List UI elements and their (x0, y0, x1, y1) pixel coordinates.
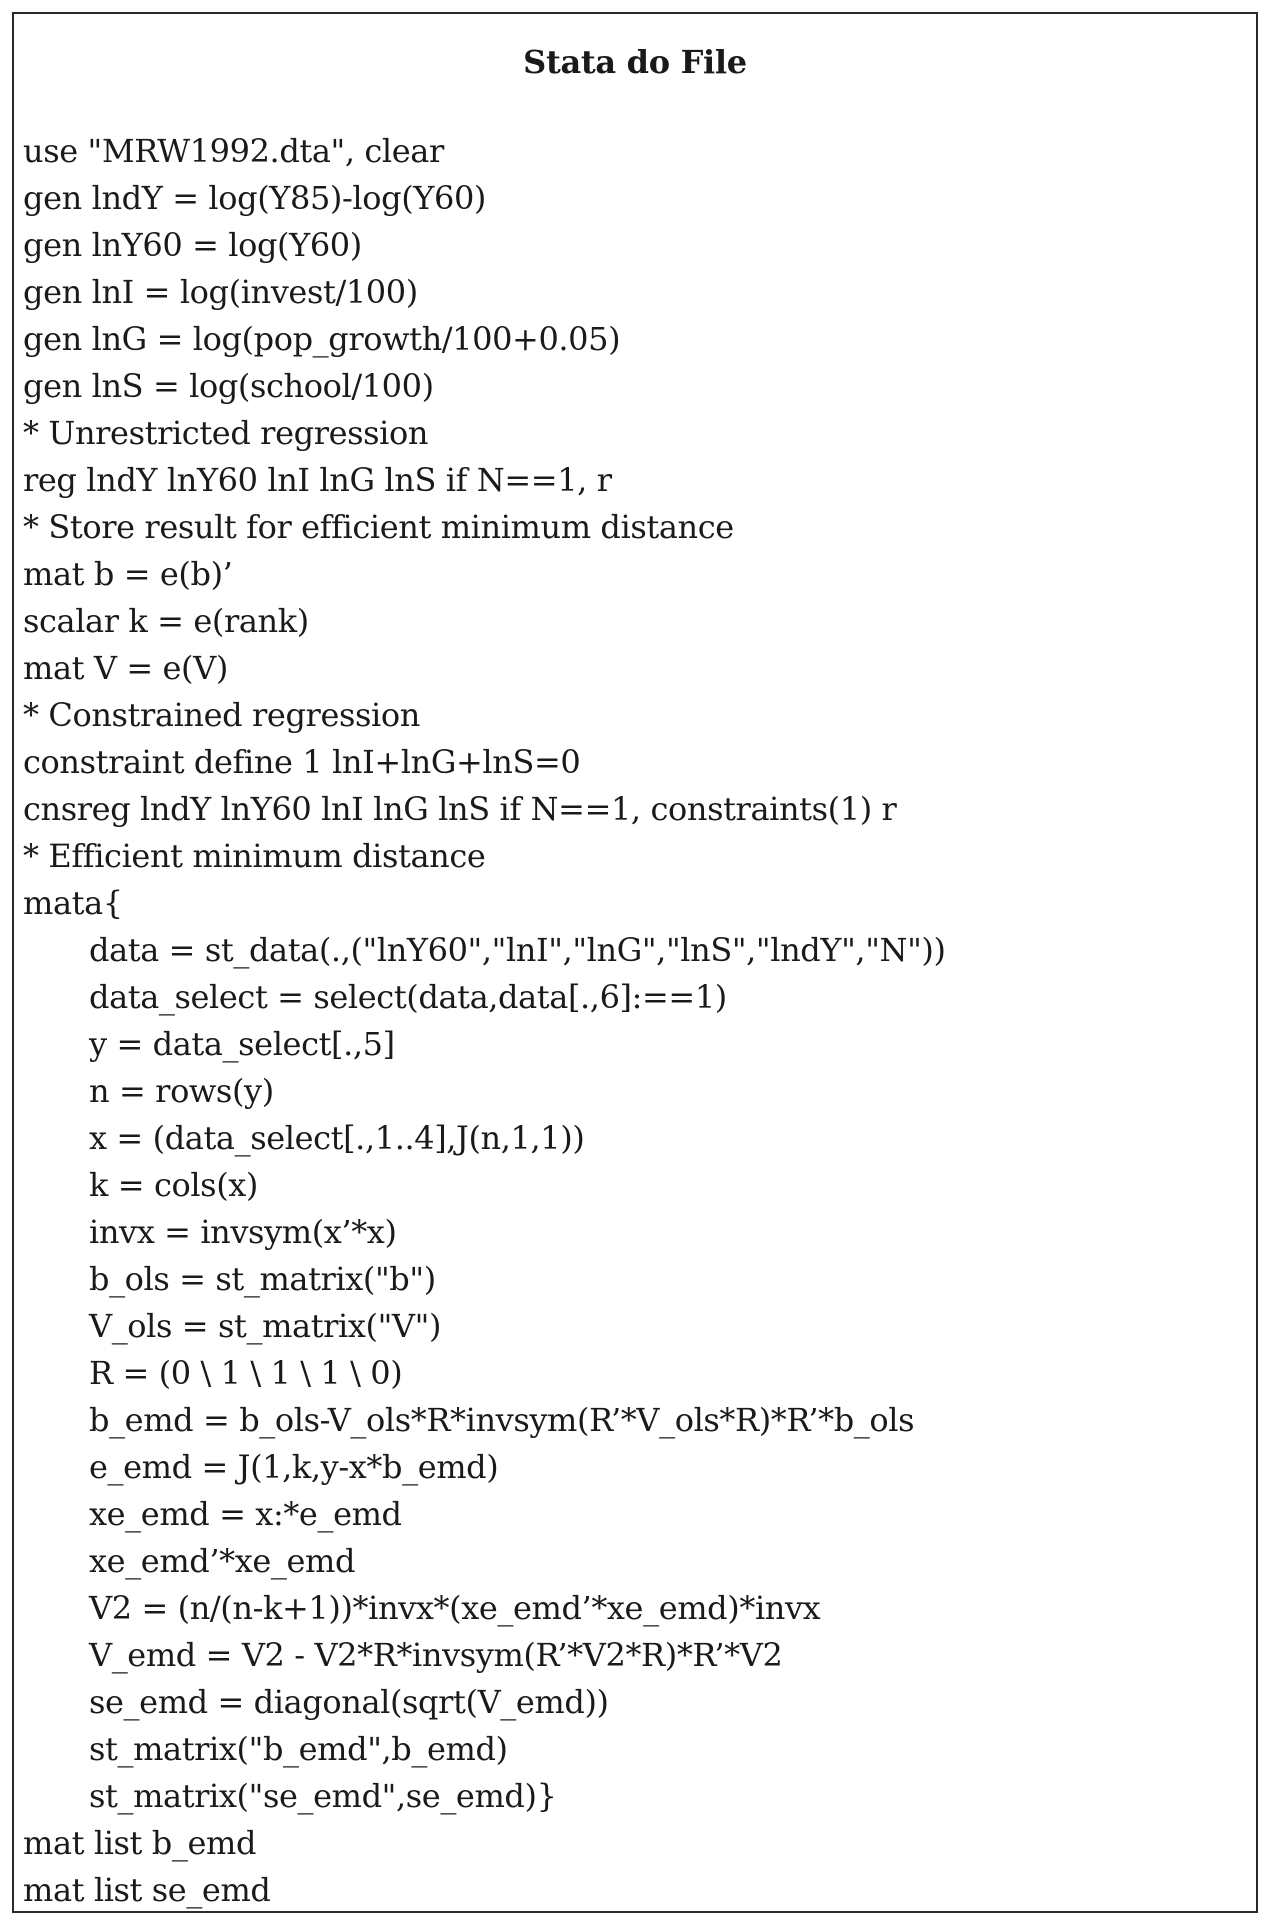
code-line: mat b = e(b)’ (23, 555, 233, 593)
code-line: R = (0 \ 1 \ 1 \ 1 \ 0) (89, 1354, 403, 1392)
code-line: st_matrix("b_emd",b_emd) (89, 1730, 508, 1768)
code-line: V2 = (n/(n-k+1))*invx*(xe_emd’*xe_emd)*invx (89, 1589, 821, 1627)
code-listing (23, 128, 1246, 1914)
code-line: gen lnG = log(pop_growth/100+0.05) (23, 320, 621, 358)
code-line: mat list se_emd (23, 1871, 271, 1909)
code-line: data = st_data(.,("lnY60","lnI","lnG","lnS","lndY","N")) (89, 931, 946, 969)
code-line: k = cols(x) (89, 1166, 259, 1204)
code-line: b_emd = b_ols-V_ols*R*invsym(R’*V_ols*R)*R’*b_ols (89, 1401, 915, 1439)
code-line: V_ols = st_matrix("V") (89, 1307, 442, 1345)
code-line: x = (data_select[.,1..4],J(n,1,1)) (89, 1119, 585, 1157)
code-line: scalar k = e(rank) (23, 602, 309, 640)
code-line: data_select = select(data,data[.,6]:==1) (89, 978, 727, 1016)
code-line: * Store result for efficient minimum distance (23, 508, 734, 546)
code-line: * Constrained regression (23, 696, 420, 734)
code-line: * Efficient minimum distance (23, 837, 486, 875)
code-line: reg lndY lnY60 lnI lnG lnS if N==1, r (23, 461, 612, 499)
code-line: V_emd = V2 - V2*R*invsym(R’*V2*R)*R’*V2 (89, 1636, 783, 1674)
code-line: st_matrix("se_emd",se_emd)} (89, 1777, 557, 1815)
code-line: invx = invsym(x’*x) (89, 1213, 397, 1251)
code-line: cnsreg lndY lnY60 lnI lnG lnS if N==1, constraints(1) r (23, 790, 897, 828)
code-line: y = data_select[.,5] (89, 1025, 395, 1063)
code-line: gen lnY60 = log(Y60) (23, 226, 362, 264)
code-line: gen lndY = log(Y85)-log(Y60) (23, 179, 487, 217)
code-line: * Unrestricted regression (23, 414, 429, 452)
code-line: xe_emd = x:*e_emd (89, 1495, 402, 1533)
code-line: gen lnI = log(invest/100) (23, 273, 418, 311)
code-line: use "MRW1992.dta", clear (23, 132, 444, 170)
code-line: gen lnS = log(school/100) (23, 367, 434, 405)
code-line: mat V = e(V) (23, 649, 228, 687)
code-line: se_emd = diagonal(sqrt(V_emd)) (89, 1683, 609, 1721)
code-box (12, 12, 1258, 1913)
box-title: Stata do File (523, 43, 747, 81)
code-line: mata{ (23, 884, 123, 922)
code-line: b_ols = st_matrix("b") (89, 1260, 436, 1298)
code-line: constraint define 1 lnI+lnG+lnS=0 (23, 743, 581, 781)
code-line: xe_emd’*xe_emd (89, 1542, 356, 1580)
code-line: mat list b_emd (23, 1824, 257, 1862)
code-line: e_emd = J(1,k,y-x*b_emd) (89, 1448, 499, 1486)
code-line: n = rows(y) (89, 1072, 274, 1110)
